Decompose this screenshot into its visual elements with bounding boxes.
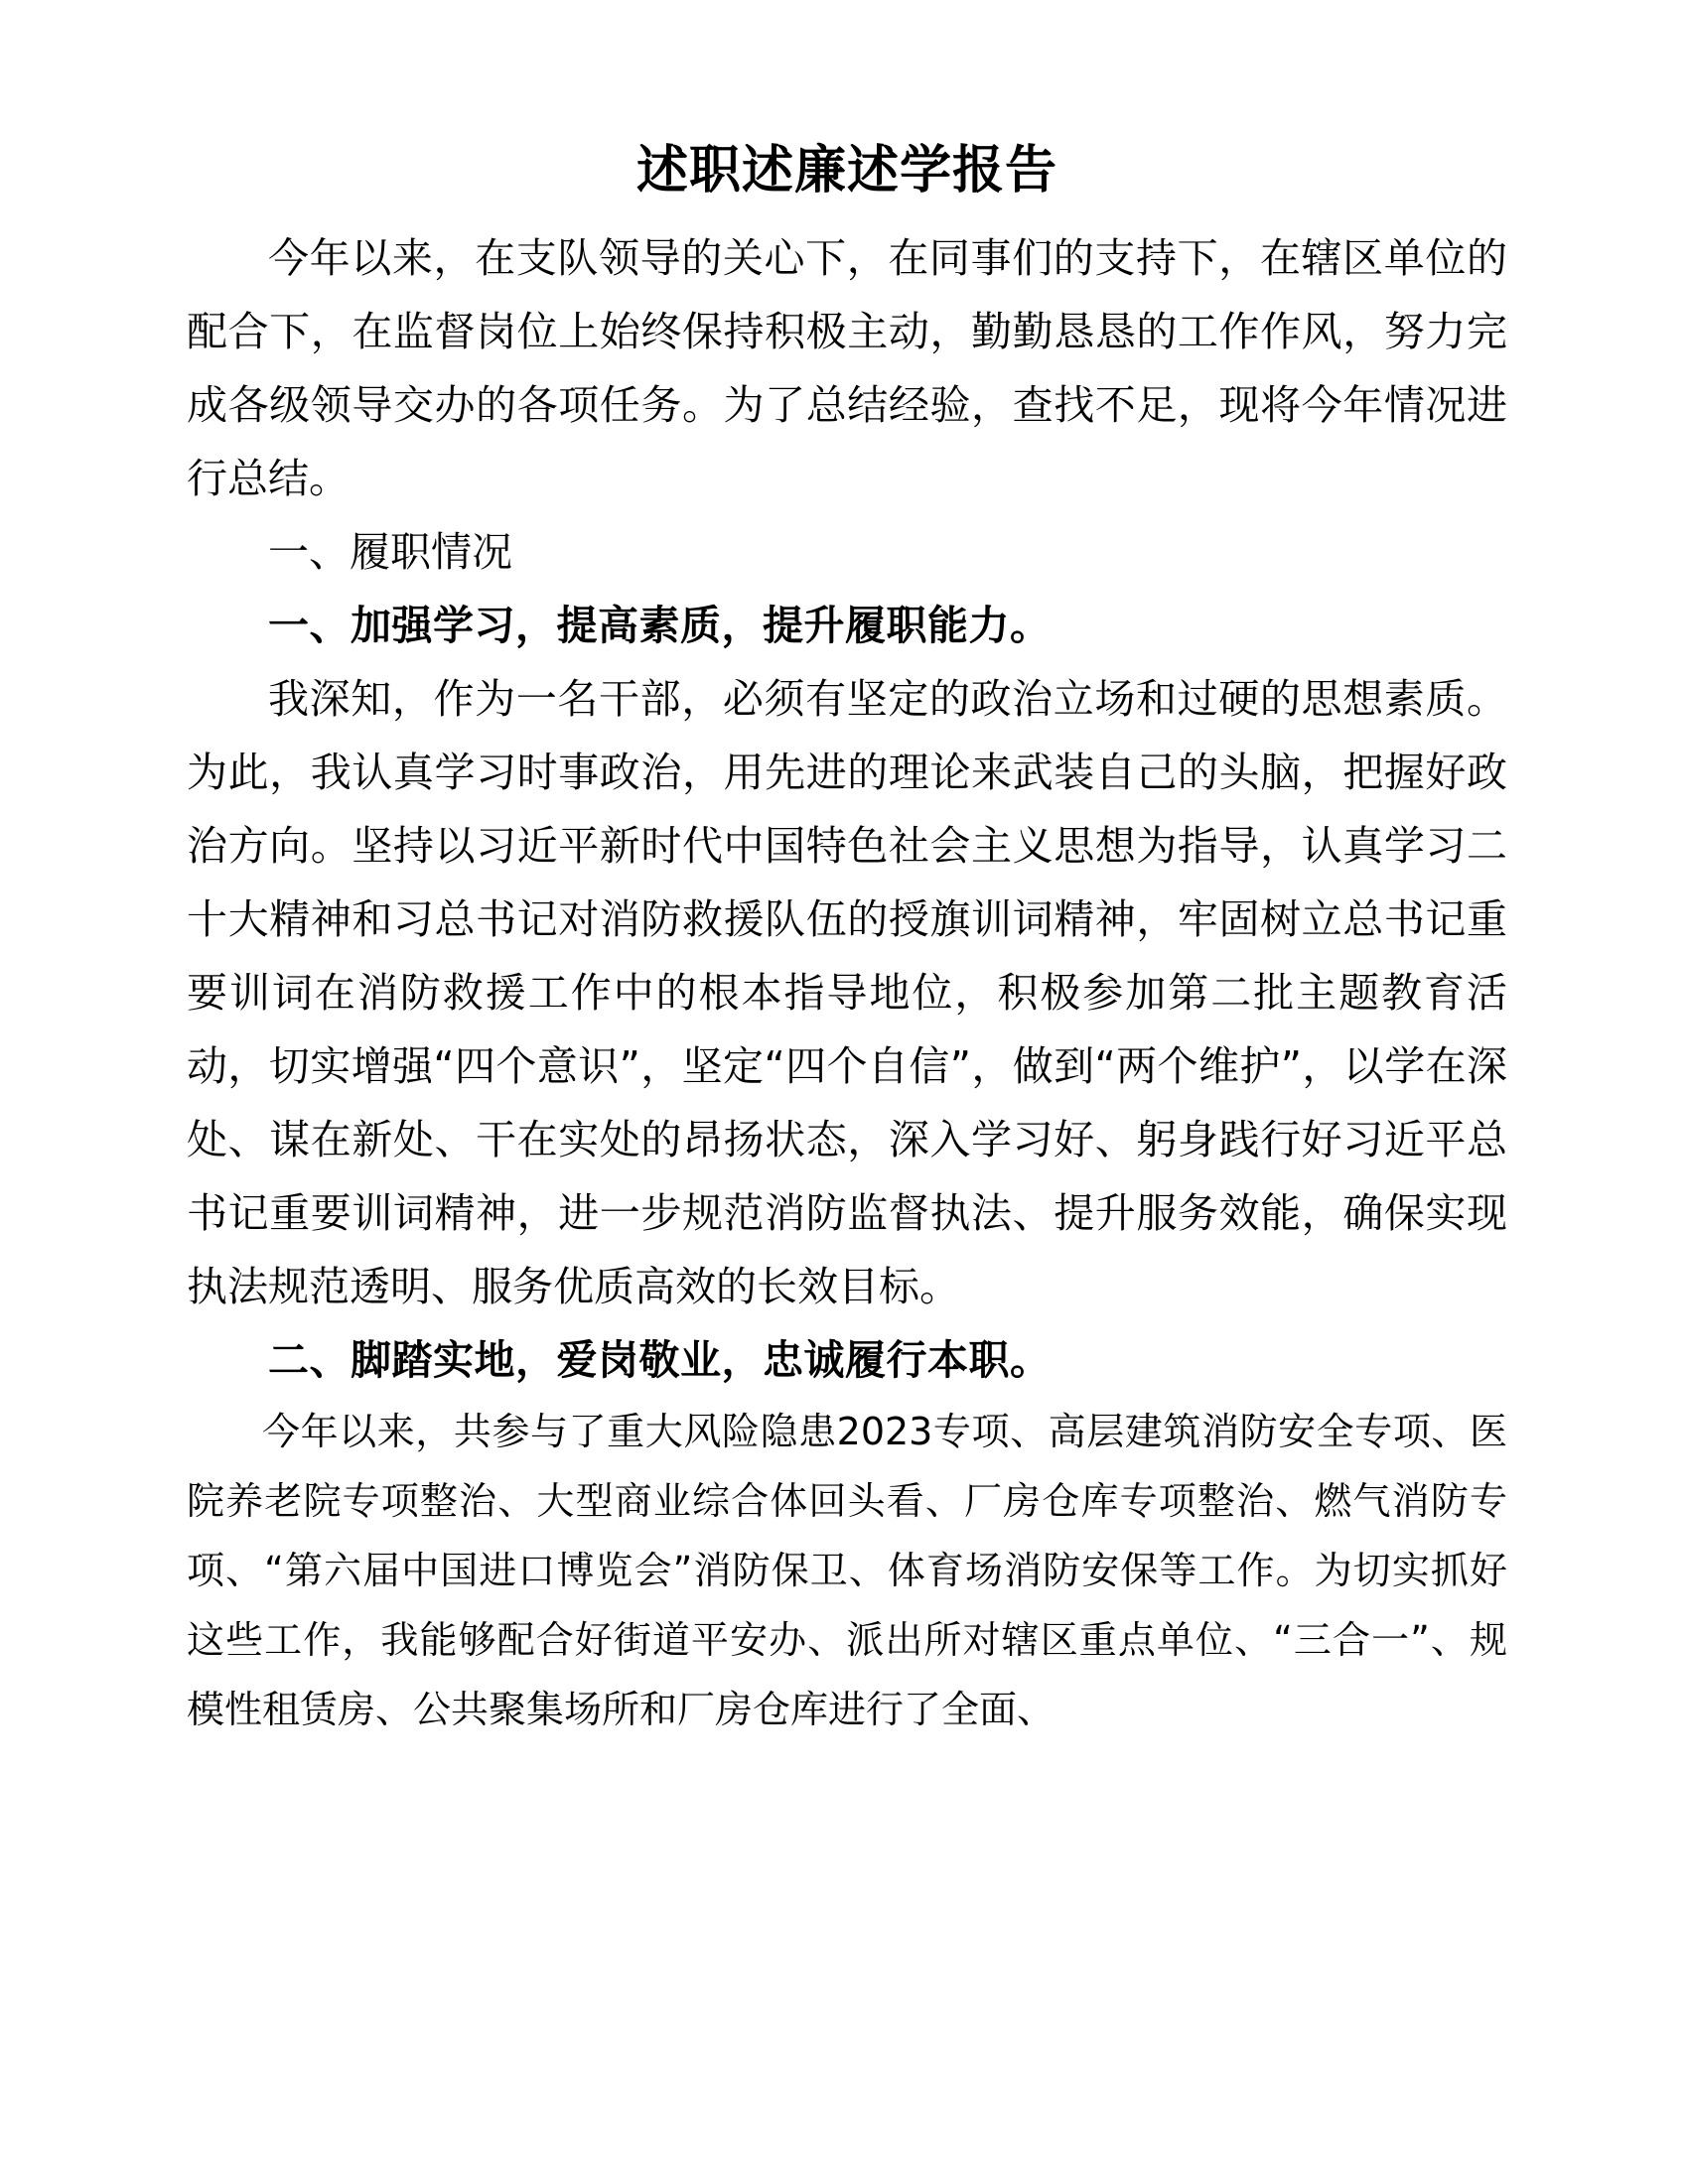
document-body bbox=[187, 0, 1507, 1744]
paragraph-study-body: 我深知，作为一名干部，必须有坚定的政治立场和过硬的思想素质。为此，我认真学习时事政治，用先进的理论来武装自己的头脑，把握好政治方向。坚持以习近平新时代中国特色社会主义思想为指导，认真学习二十大精神和习总书记对消防救援队伍的授旗训词精神，牢固树立总书记重要训词在消防救援工作中的根本指导地位，积极参加第二批主题教育活动，切实增强“四个意识”，坚定“四个自信”，做到“两个维护”，以学在深处、谋在新处、干在实处的昂扬状态，深入学习好、躬身践行好习近平总书记重要训词精神，进一步规范消防监督执法、提升服务效能，确保实现执法规范透明、服务优质高效的长效目标。 bbox=[187, 675, 1507, 1310]
paragraph-duties-body: 今年以来，共参与了重大风险隐患2023专项、高层建筑消防安全专项、医院养老院专项整治、大型商业综合体回头看、厂房仓库专项整治、燃气消防专项、“第六届中国进口博览会”消防保卫、体育场消防安保等工作。为切实抓好这些工作，我能够配合好街道平安办、派出所对辖区重点单位、“三合一”、规模性租赁房、公共聚集场所和厂房仓库进行了全面、 bbox=[187, 1410, 1507, 1731]
section-label-duties: 一、履职情况 bbox=[268, 528, 512, 576]
page-title: 述职述廉述学报告 bbox=[635, 141, 1057, 201]
heading-down-to-earth: 二、脚踏实地，爱岗敬业，忠诚履行本职。 bbox=[268, 1336, 1052, 1384]
heading-strengthen-study: 一、加强学习，提高素质，提升履职能力。 bbox=[268, 602, 1052, 649]
paragraph-intro: 今年以来，在支队领导的关心下，在同事们的支持下，在辖区单位的配合下，在监督岗位上始终保持积极主动，勤勤恳恳的工作作风，努力完成各级领导交办的各项任务。为了总结经验，查找不足，现将今年情况进行总结。 bbox=[187, 234, 1507, 502]
